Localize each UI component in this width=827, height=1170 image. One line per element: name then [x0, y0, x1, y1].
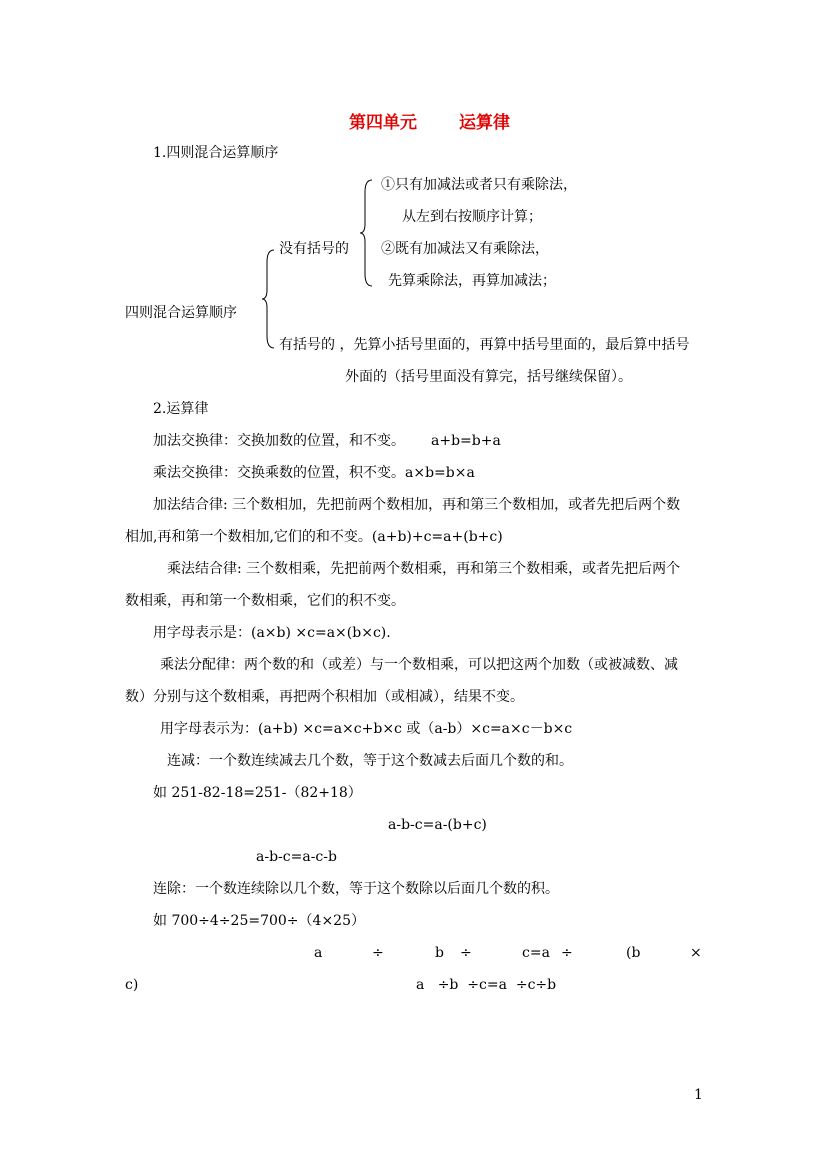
page-title-part1: 第四单元: [349, 113, 417, 133]
div-formula2: a ÷b ÷c=a ÷c÷b: [416, 977, 557, 993]
no-paren-label: 没有括号的: [279, 241, 349, 257]
sub-formula2: a-b-c=a-c-b: [256, 849, 337, 865]
add-assoc-1: 加法结合律: 三个数相加，先把前两个数相加，再和第三个数相加，或者先把后两个数: [153, 497, 681, 513]
section1-heading: 1.四则混合运算顺序: [153, 145, 279, 161]
sub-formula1: a-b-c=a-(b+c): [388, 817, 487, 833]
page-title-part2: 运算律: [459, 113, 510, 133]
div-formula-token: ÷: [561, 945, 573, 961]
page-number: 1: [694, 1087, 703, 1103]
rule1-line2: 从左到右按顺序计算；: [402, 209, 542, 225]
sub-example: 如 251-82-18=251-（82+18）: [153, 785, 362, 801]
rule1-line1: ①只有加减法或者只有乘除法，: [381, 177, 577, 193]
div-formula-token: ×: [690, 945, 702, 961]
mul-assoc-1: 乘法结合律: 三个数相乘，先把前两个数相乘，再和第三个数相乘，或者先把后两个: [167, 561, 681, 577]
distrib-1: 乘法分配律：两个数的和（或差）与一个数相乘，可以把这两个加数（或被减数、减: [160, 657, 678, 673]
mul-assoc-2: 数相乘，再和第一个数相乘，它们的积不变。: [125, 593, 405, 609]
div-rule: 连除：一个数连续除以几个数，等于这个数除以后面几个数的积。: [153, 881, 559, 897]
mul-comm: 乘法交换律：交换乘数的位置，积不变。a×b=b×a: [153, 465, 475, 481]
div-formula-token: b: [435, 945, 444, 961]
rule2-line1: ②既有加减法又有乘除法，: [381, 241, 549, 257]
div-formula-token: ÷: [460, 945, 472, 961]
outer-brace: [262, 248, 276, 350]
left-label: 四则混合运算顺序: [125, 305, 237, 321]
with-paren-line2: 外面的（括号里面没有算完，括号继续保留）。: [345, 369, 632, 385]
div-formula-token: a: [314, 945, 323, 961]
div-formula-tail: c): [125, 977, 139, 993]
div-formula-token: c=a: [522, 945, 550, 961]
add-comm: 加法交换律：交换加数的位置，和不变。: [153, 433, 405, 449]
mul-assoc-formula: 用字母表示是：(a×b) ×c=a×(b×c).: [153, 625, 391, 641]
add-assoc-2: 相加,再和第一个数相加,它们的和不变。(a+b)+c=a+(b+c): [125, 529, 503, 545]
distrib-2: 数）分别与这个数相乘，再把两个积相加（或相减），结果不变。: [125, 689, 524, 705]
section2-heading: 2.运算律: [153, 401, 209, 417]
div-formula-token: (b: [626, 945, 641, 961]
sub-rule: 连减：一个数连续减去几个数，等于这个数减去后面几个数的和。: [167, 753, 573, 769]
add-comm-formula: a+b=b+a: [431, 433, 501, 449]
div-example: 如 700÷4÷25=700÷（4×25）: [153, 913, 365, 929]
div-formula-token: ÷: [372, 945, 384, 961]
rule2-line2: 先算乘除法，再算加减法；: [388, 273, 556, 289]
inner-brace: [360, 178, 374, 288]
with-paren-line1: 有括号的 ，先算小括号里面的，再算中括号里面的，最后算中括号: [279, 337, 690, 353]
distrib-formula: 用字母表示为：(a+b) ×c=a×c+b×c 或（a-b）×c=a×c－b×c: [160, 721, 573, 737]
